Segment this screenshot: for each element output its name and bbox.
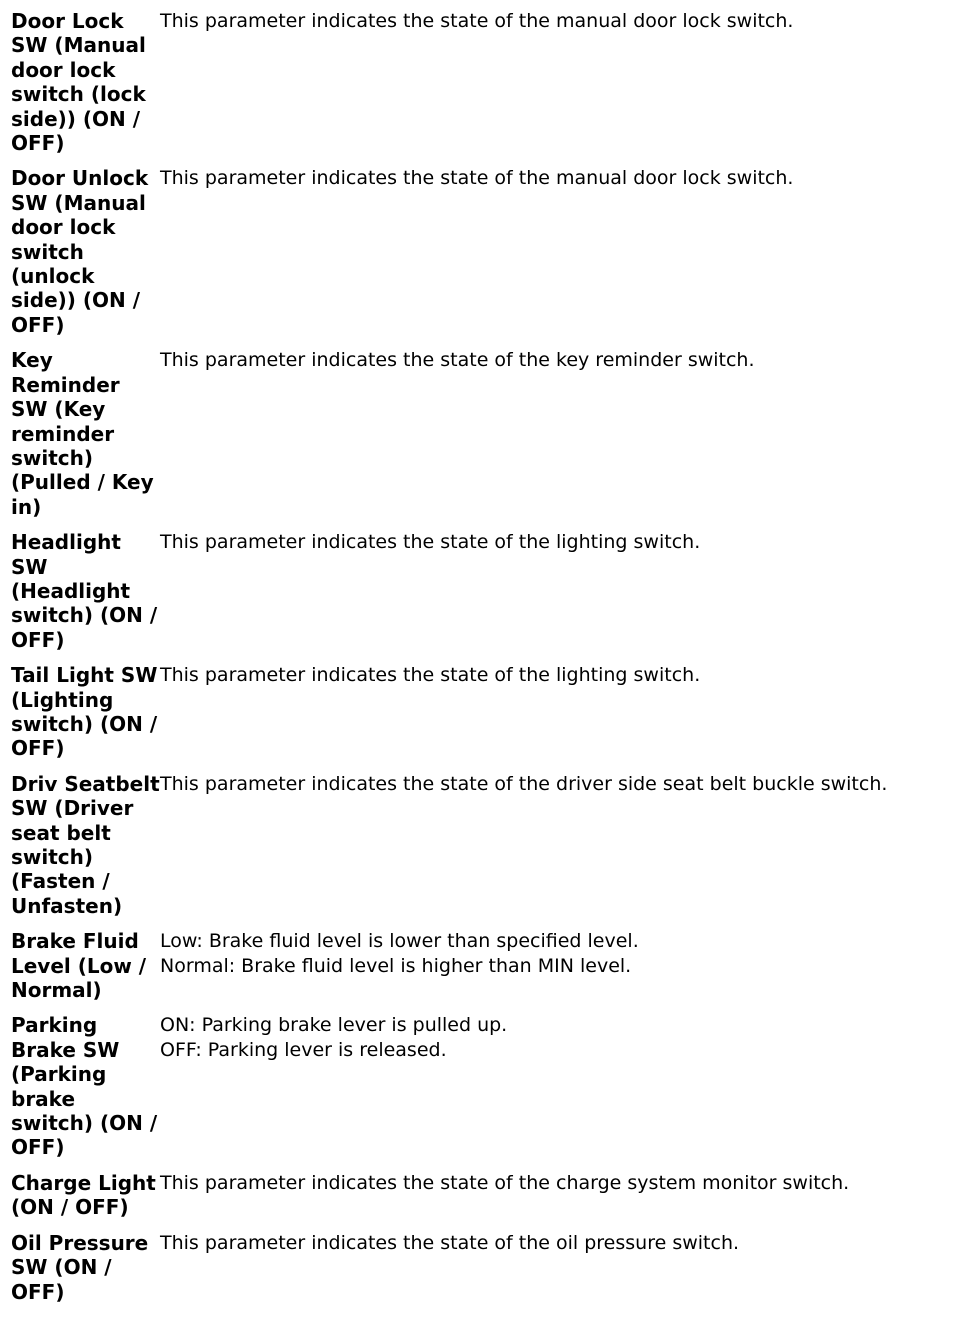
- parameter-name: Door Lock SW (Manual door lock switch (lock side)) (ON / OFF): [11, 9, 146, 156]
- parameter-name: Driv Seatbelt SW (Driver seat belt switch) (Fasten / Unfasten): [11, 771, 160, 918]
- table-row: [11, 1013, 951, 1159]
- parameter-name: Charge Light (ON / OFF): [11, 1170, 156, 1220]
- parameter-description: This parameter indicates the state of the charge system monitor switch.: [160, 1171, 850, 1194]
- parameter-description: This parameter indicates the state of the lighting switch.: [160, 664, 701, 687]
- parameter-description: This parameter indicates the state of the lighting switch.: [160, 531, 701, 554]
- parameter-name: Tail Light SW (Lighting switch) (ON / OFF): [11, 663, 158, 761]
- table-row: [11, 1171, 951, 1220]
- parameter-name: Brake Fluid Level (Low / Normal): [11, 929, 147, 1003]
- table-row: [11, 166, 951, 337]
- parameter-name: Parking Brake SW (Parking brake switch) (ON / OFF): [11, 1013, 158, 1160]
- parameter-description: This parameter indicates the state of the driver side seat belt buckle switch.: [160, 772, 888, 795]
- table-row: [11, 663, 951, 761]
- table-row: [11, 9, 951, 155]
- table-row: [11, 772, 951, 918]
- table-row: [11, 1231, 951, 1304]
- table-row: [11, 348, 951, 519]
- parameter-table: [11, 9, 951, 1315]
- table-row: [11, 929, 951, 1002]
- parameter-description: ON: Parking brake lever is pulled up. OFF: Parking lever is released.: [160, 1014, 508, 1061]
- parameter-name: Key Reminder SW (Key reminder switch) (Pulled / Key in): [11, 348, 154, 519]
- parameter-description: This parameter indicates the state of the key reminder switch.: [160, 349, 755, 372]
- parameter-description: This parameter indicates the state of the manual door lock switch.: [160, 167, 794, 190]
- table-row: [11, 530, 951, 652]
- parameter-name: Door Unlock SW (Manual door lock switch (unlock side)) (ON / OFF): [11, 166, 149, 337]
- parameter-name: Headlight SW (Headlight switch) (ON / OFF): [11, 530, 158, 652]
- parameter-description: This parameter indicates the state of the manual door lock switch.: [160, 10, 794, 32]
- parameter-name: Oil Pressure SW (ON / OFF): [11, 1230, 149, 1304]
- parameter-description: Low: Brake fluid level is lower than specified level. Normal: Brake fluid level is higher than MIN level.: [160, 930, 639, 977]
- parameter-description: This parameter indicates the state of the oil pressure switch.: [160, 1231, 740, 1254]
